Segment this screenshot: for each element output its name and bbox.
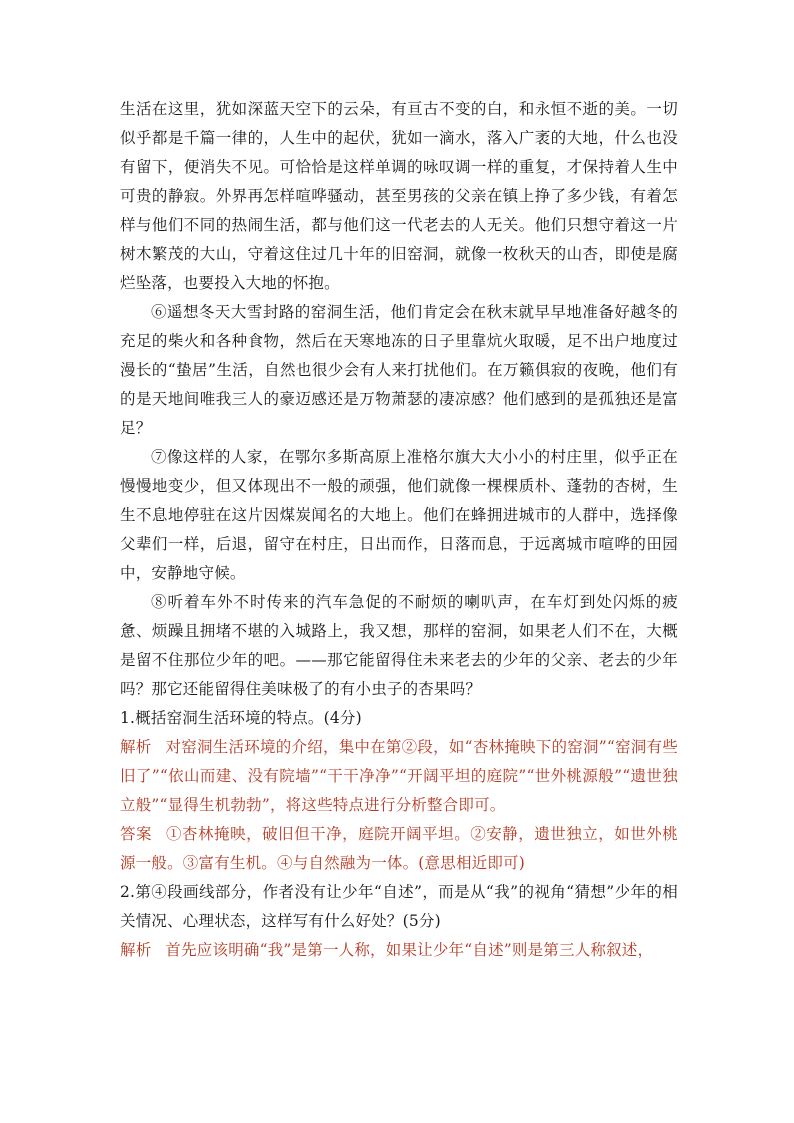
answer-text: ①杏林掩映，破旧但干净，庭院开阔平坦。②安静，遗世独立，如世外桃源一般。③富有生机。④与自然融为一体。(意思相近即可)	[120, 825, 679, 872]
question-2-prompt: 2.第④段画线部分，作者没有让少年“自述”，而是从“我”的视角“猜想”少年的相关情况、心理状态，这样写有什么好处？(5分)	[120, 883, 678, 930]
document-content	[120, 95, 678, 965]
passage-paragraph-6: ⑥遥想冬天大雪封路的窑洞生活，他们肯定会在秋末就早早地准备好越冬的充足的柴火和各种食物，然后在天寒地冻的日子里靠炕火取暖，足不出户地度过漫长的“蛰居”生活，自然也很少会有人来打扰他们。在万籁俱寂的夜晚，他们有的是天地间唯我三人的豪迈感还是万物萧瑟的凄凉感？他们感到的是孤独还是富足？	[120, 303, 678, 437]
passage-paragraph-7: ⑦像这样的人家，在鄂尔多斯高原上准格尔旗大大小小的村庄里，似乎正在慢慢地变少，但又体现出不一般的顽强，他们就像一棵棵质朴、蓬勃的杏树，生生不息地停驻在这片因煤炭闻名的大地上。他们在蜂拥进城市的人群中，选择像父辈们一样，后退，留守在村庄，日出而作，日落而息，于远离城市喧哗的田园中，安静地守候。	[120, 448, 678, 582]
question-2-analysis	[120, 936, 678, 965]
analysis-text: 首先应该明确“我”是第一人称，如果让少年“自述”则是第三人称叙述，	[165, 941, 654, 959]
analysis-text: 对窑洞生活环境的介绍，集中在第②段，如“杏林掩映下的窑洞”“窑洞有些旧了”“依山而建、没有院墙”“干干净净”“开阔平坦的庭院”“世外桃源般”“遗世独立般”“显得生机勃勃”，将这些特点进行分析整合即可。	[120, 738, 679, 814]
passage-paragraph-8: ⑧听着车外不时传来的汽车急促的不耐烦的喇叭声，在车灯到处闪烁的疲惫、烦躁且拥堵不堪的入城路上，我又想，那样的窑洞，如果老人们不在，大概是留不住那位少年的吧。——那它能留得住未来老去的少年的父亲、老去的少年吗？那它还能留得住美味极了的有小虫子的杏果吗？	[120, 593, 678, 698]
question-1-analysis	[120, 733, 678, 820]
question-1-answer	[120, 820, 678, 878]
question-1-prompt: 1.概括窑洞生活环境的特点。(4分)	[120, 709, 362, 727]
analysis-label: 解析	[120, 738, 152, 756]
passage-paragraph-continued: 生活在这里，犹如深蓝天空下的云朵，有亘古不变的白，和永恒不逝的美。一切似乎都是千篇一律的，人生中的起伏，犹如一滴水，落入广袤的大地，什么也没有留下，便消失不见。可恰恰是这样单调的咏叹调一样的重复，才保持着人生中可贵的静寂。外界再怎样喧哗骚动，甚至男孩的父亲在镇上挣了多少钱，有着怎样与他们不同的热闹生活，都与他们这一代老去的人无关。他们只想守着这一片树木繁茂的大山，守着这住过几十年的旧窑洞，就像一枚秋天的山杏，即使是腐烂坠落，也要投入大地的怀抱。	[120, 100, 678, 292]
answer-label: 答案	[120, 825, 153, 843]
analysis-label: 解析	[120, 941, 152, 959]
